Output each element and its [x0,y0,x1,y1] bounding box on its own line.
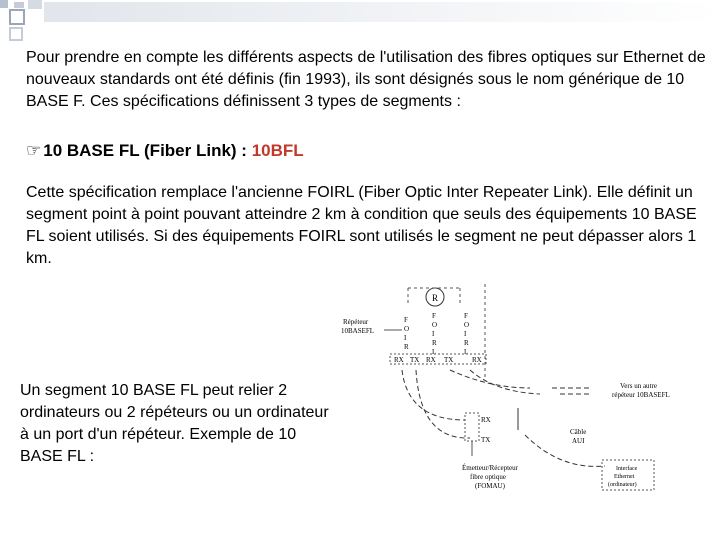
port-label: TX [410,356,420,364]
right-box-line1: Vers un autre [620,382,657,390]
port-label: TX [444,356,454,364]
col-right-letter: O [464,321,470,329]
intro-paragraph: Pour prendre en compte les différents aspects de l'utilisation des fibres optiques sur Ethernet de nouveaux standards ont été définis (fin 1993), ils sont désignés sous le nom générique de 10 BASE F. Ces spécifications définissent 3 types de segments : [26,49,706,110]
port-label: RX [394,356,404,364]
col-left-letter: I [404,334,407,342]
col-right-letter: R [464,339,469,347]
repeater-label: R [432,293,439,303]
fiber-cables [402,370,592,438]
col-left-letter: F [404,316,408,324]
right-box-line2: répéteur 10BASEFL [612,391,670,399]
col-mid-letter: R [432,339,437,347]
decorative-squares [0,0,720,42]
col-mid-letter: F [432,312,436,320]
transceiver-rx: RX [481,416,491,424]
column-right [464,312,469,356]
cable-label-1: Câble [570,428,587,436]
network-diagram [320,270,720,510]
description-paragraph: Cette spécification remplace l'ancienne FOIRL (Fiber Optic Inter Repeater Link). Elle définit un segment point à point pouvant atteindre 2 km à condition que seuls des équipements 10 BASE FL soient utilisés. Si des équipements FOIRL sont utilisés le segment ne peut dépasser alors 1 km. [26,184,697,267]
interface-box [602,460,654,490]
col-left-letter: R [404,343,409,351]
heading-accent: 10BFL [251,141,304,160]
col-right-letter: F [464,312,468,320]
col-mid-letter: L [432,348,437,356]
repeater-node [408,284,485,380]
example-paragraph: Un segment 10 BASE FL peut relier 2 ordinateurs ou 2 répéteurs ou un ordinateur à un port d'un répéteur. Exemple de 10 BASE FL : [20,382,329,465]
decorative-squares-row [0,0,720,40]
cable-label-2: AUI [572,437,585,445]
port-row [390,354,486,364]
col-right-letter: L [464,348,469,356]
transceiver-label-3: (FOMAU) [475,482,505,490]
left-box-line2: 10BASEFL [341,327,375,335]
col-mid-letter: O [432,321,438,329]
col-left-letter: O [404,325,410,333]
left-box-line1: Répéteur [343,318,369,326]
port-label: RX [426,356,436,364]
interface-label-3: (ordinateur) [608,482,637,488]
column-left [404,316,409,351]
transceiver-label-1: Émetteur/Récepteur [462,464,518,472]
port-label: RX [472,356,482,364]
col-mid-letter: I [432,330,435,338]
transceiver-label-2: fibre optique [470,473,506,481]
heading-text: 10 BASE FL (Fiber Link) : [43,141,252,160]
interface-label-1: Interface [616,466,638,472]
pointing-hand-icon: ☞ [26,141,42,160]
aui-cable [525,435,605,466]
segment-heading [26,140,304,162]
col-right-letter: I [464,330,467,338]
transceiver [465,408,518,456]
transceiver-tx: TX [481,436,491,444]
column-mid [432,312,437,356]
interface-label-2: Ethernet [614,474,635,480]
